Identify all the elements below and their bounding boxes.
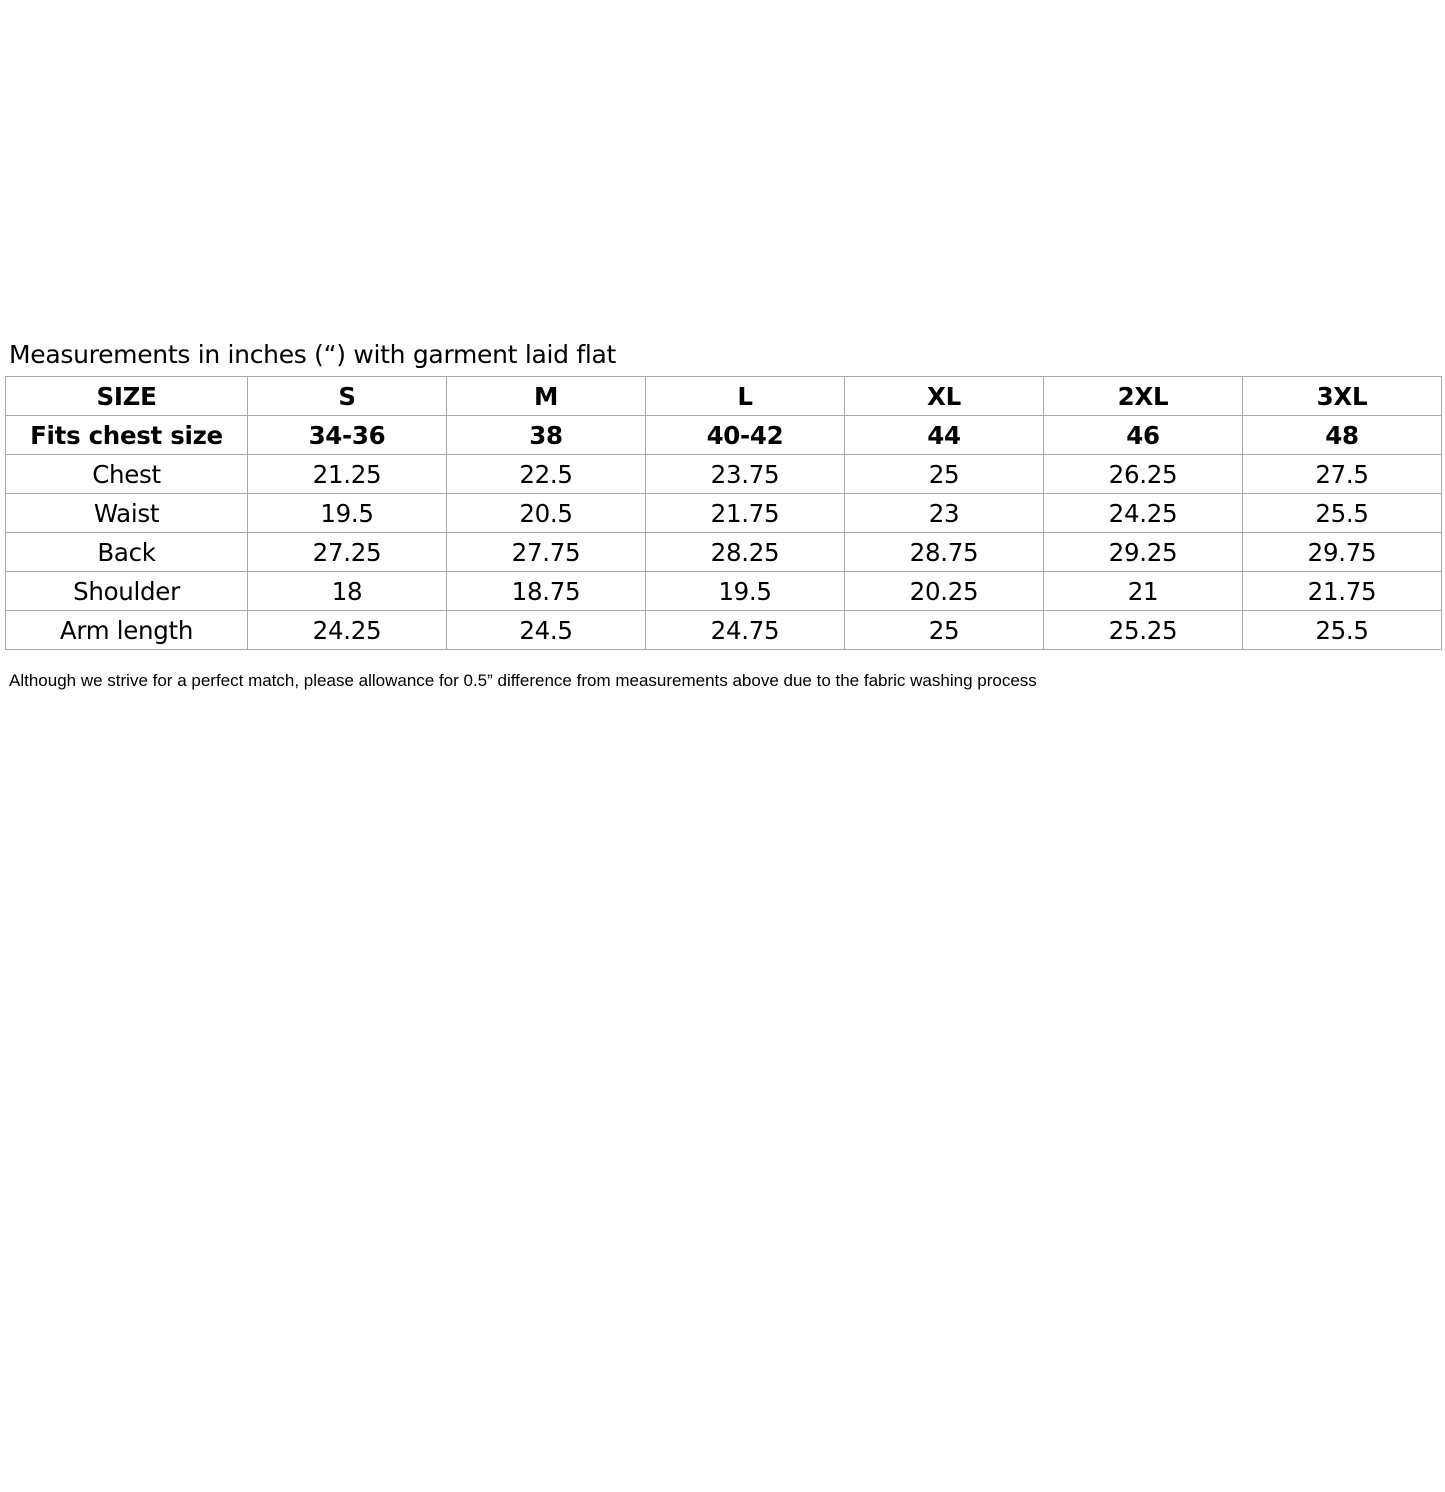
table-cell: 23.75: [646, 455, 845, 494]
header-cell-size: SIZE: [6, 377, 248, 416]
header-cell-l: L: [646, 377, 845, 416]
table-cell: 38: [447, 416, 646, 455]
table-cell: 21.25: [248, 455, 447, 494]
row-label: Fits chest size: [6, 416, 248, 455]
table-cell: 20.5: [447, 494, 646, 533]
table-row: [6, 611, 1442, 650]
table-cell: 24.75: [646, 611, 845, 650]
table-cell: 27.75: [447, 533, 646, 572]
table-cell: 24.5: [447, 611, 646, 650]
size-chart-table: [5, 376, 1442, 650]
fits-chest-row: [6, 416, 1442, 455]
table-cell: 27.25: [248, 533, 447, 572]
table-row: [6, 533, 1442, 572]
table-cell: 25: [845, 611, 1044, 650]
table-row: [6, 455, 1442, 494]
table-cell: 19.5: [646, 572, 845, 611]
table-cell: 21: [1044, 572, 1243, 611]
table-cell: 24.25: [248, 611, 447, 650]
table-row: [6, 494, 1442, 533]
row-label: Arm length: [6, 611, 248, 650]
table-cell: 25.25: [1044, 611, 1243, 650]
header-row: [6, 377, 1442, 416]
table-cell: 46: [1044, 416, 1243, 455]
table-cell: 28.25: [646, 533, 845, 572]
header-cell-s: S: [248, 377, 447, 416]
table-cell: 20.25: [845, 572, 1044, 611]
row-label: Back: [6, 533, 248, 572]
table-row: [6, 572, 1442, 611]
table-cell: 25: [845, 455, 1044, 494]
table-cell: 25.5: [1243, 611, 1442, 650]
table-cell: 21.75: [646, 494, 845, 533]
table-cell: 34-36: [248, 416, 447, 455]
table-cell: 19.5: [248, 494, 447, 533]
row-label: Waist: [6, 494, 248, 533]
table-cell: 44: [845, 416, 1044, 455]
table-cell: 29.25: [1044, 533, 1243, 572]
table-cell: 21.75: [1243, 572, 1442, 611]
header-cell-3xl: 3XL: [1243, 377, 1442, 416]
header-cell-xl: XL: [845, 377, 1044, 416]
table-cell: 27.5: [1243, 455, 1442, 494]
row-label: Chest: [6, 455, 248, 494]
header-cell-2xl: 2XL: [1044, 377, 1243, 416]
table-cell: 28.75: [845, 533, 1044, 572]
table-cell: 18.75: [447, 572, 646, 611]
table-cell: 29.75: [1243, 533, 1442, 572]
table-cell: 24.25: [1044, 494, 1243, 533]
footnote: Although we strive for a perfect match, please allowance for 0.5” difference from measurements above due to the fabric washing process: [9, 671, 1037, 690]
table-cell: 25.5: [1243, 494, 1442, 533]
table-caption: Measurements in inches (“) with garment laid flat: [9, 340, 617, 369]
table-cell: 23: [845, 494, 1044, 533]
table-cell: 18: [248, 572, 447, 611]
table-cell: 26.25: [1044, 455, 1243, 494]
header-cell-m: M: [447, 377, 646, 416]
table-cell: 40-42: [646, 416, 845, 455]
table-cell: 22.5: [447, 455, 646, 494]
row-label: Shoulder: [6, 572, 248, 611]
table-cell: 48: [1243, 416, 1442, 455]
